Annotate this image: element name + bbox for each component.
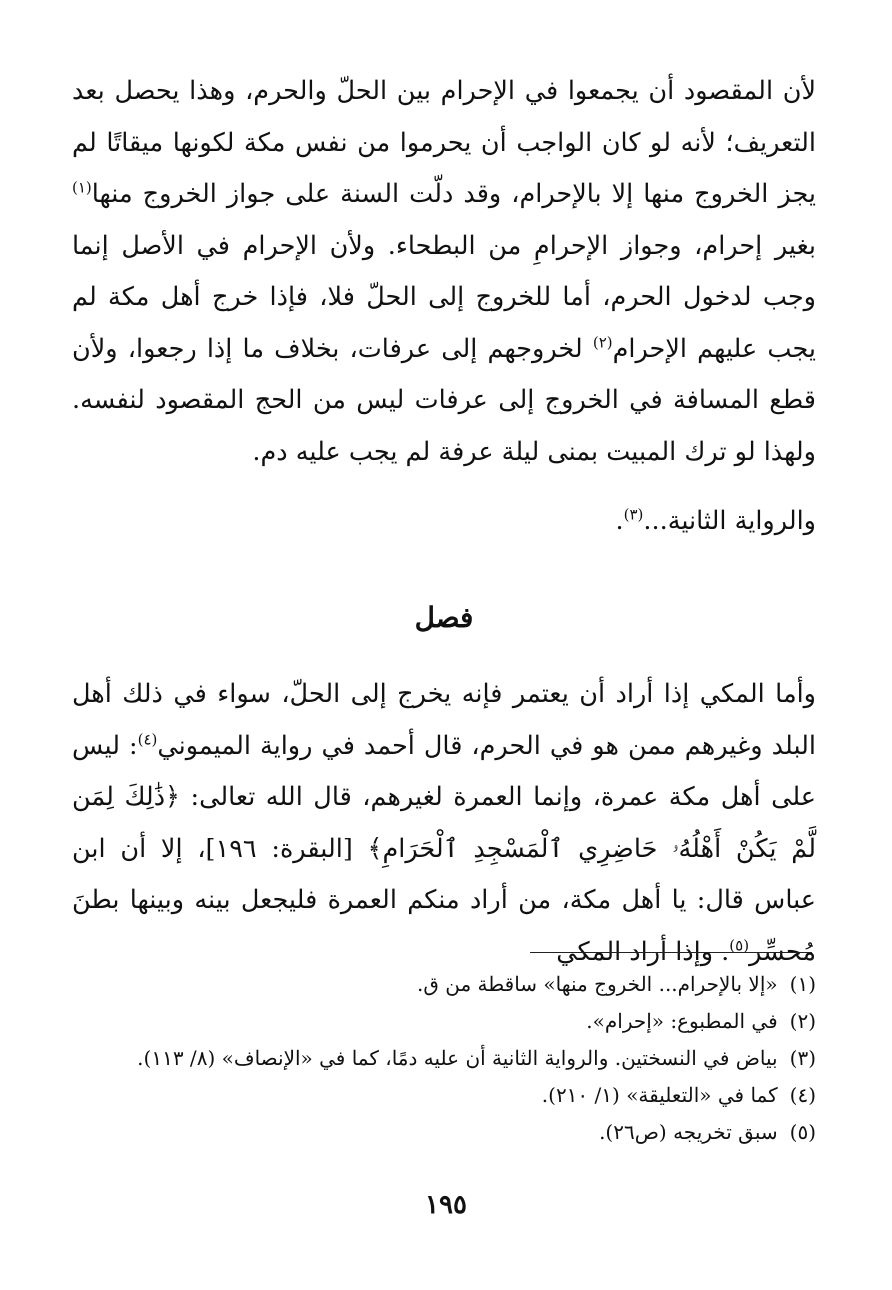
footnote-1 [72,966,816,1003]
paragraph-2 [72,496,816,548]
paragraph-1-part-c: لخروجهم إلى عرفات، بخلاف ما إذا رجعوا، ولأن قطع المسافة في الخروج إلى عرفات ليس من الحج المقصود لنفسه. ولهذا لو ترك المبيت بمنى ليلة عرفة لم يجب عليه دم. [72,333,816,467]
footnote-4 [72,1077,816,1114]
page-number: ١٩٥ [425,1190,467,1220]
section-heading: فصل [414,600,474,634]
paragraph-3-part-a: وأما المكي إذا أراد أن يعتمر فإنه يخرج إلى الحلّ، سواء في ذلك أهل البلد وغيرهم ممن هو في الحرم، قال أحمد في رواية الميموني [72,679,816,761]
footnote-2 [72,1003,816,1040]
footnote-text: كما في «التعليقة» (١/ ٢١٠). [541,1083,778,1107]
paragraph-2-end: . [615,506,624,536]
footnote-marker-5[interactable]: (٥) [729,936,750,954]
paragraph-2-text: والرواية الثانية... [643,506,816,536]
footnote-marker-1[interactable]: (١) [72,178,92,197]
paragraph-3-part-c: . وإذا أراد المكي [556,936,730,967]
footnotes [72,966,816,1151]
paragraph-3-part-b: : ليس على أهل مكة عمرة، وإنما العمرة لغيرهم، قال الله تعالى: ﴿ذَٰلِكَ لِمَن لَّمْ يَكُنْ أَهْلُهُۥ حَاضِرِي ٱلْمَسْجِدِ ٱلْحَرَامِ﴾ [البقرة: ١٩٦]، إلا أن ابن عباس قال: يا أهل مكة، من أراد منكم العمرة فليجعل بينه وبينها بطنَ مُحسِّر [72,730,817,967]
footnote-number: (٢) [789,1009,816,1033]
footnote-number: (٥) [789,1120,816,1144]
footnote-number: (١) [789,972,816,996]
footnote-marker-2[interactable]: (٢) [592,333,613,351]
footnote-number: (٣) [789,1046,816,1070]
footnote-3 [72,1040,816,1077]
footnote-text: بياض في النسختين. والرواية الثانية أن عليه دمًا، كما في «الإنصاف» (٨/ ١١٣). [137,1046,778,1070]
paragraph-1 [72,66,816,478]
paragraph-3 [72,669,816,978]
footnote-text: في المطبوع: «إحرام». [586,1009,778,1033]
footnote-text: «إلا بالإحرام... الخروج منها» ساقطة من ق. [416,972,778,996]
footnote-marker-4[interactable]: (٤) [137,730,158,748]
footnote-5 [72,1114,816,1151]
main-text [72,66,816,978]
footnote-separator [530,952,812,953]
footnote-number: (٤) [789,1083,816,1107]
footnote-marker-3[interactable]: (٣) [623,505,644,524]
paragraph-1-part-b: بغير إحرام، وجواز الإحرامِ من البطحاء. ولأن الإحرام في الأصل إنما وجب لدخول الحرم، أما للخروج إلى الحلّ فلا، فإذا خرج أهل مكة لم يجب عليهم الإحرام [72,230,816,364]
paragraph-1-part-a: لأن المقصود أن يجمعوا في الإحرام بين الحلّ والحرم، وهذا يحصل بعد التعريف؛ لأنه لو كان الواجب أن يحرموا من نفس مكة لكونها ميقاتًا لم يجز الخروج منها إلا بالإحرام، وقد دلّت السنة على جواز الخروج منها [72,76,816,209]
footnote-text: سبق تخريجه (ص٢٦). [599,1120,778,1144]
